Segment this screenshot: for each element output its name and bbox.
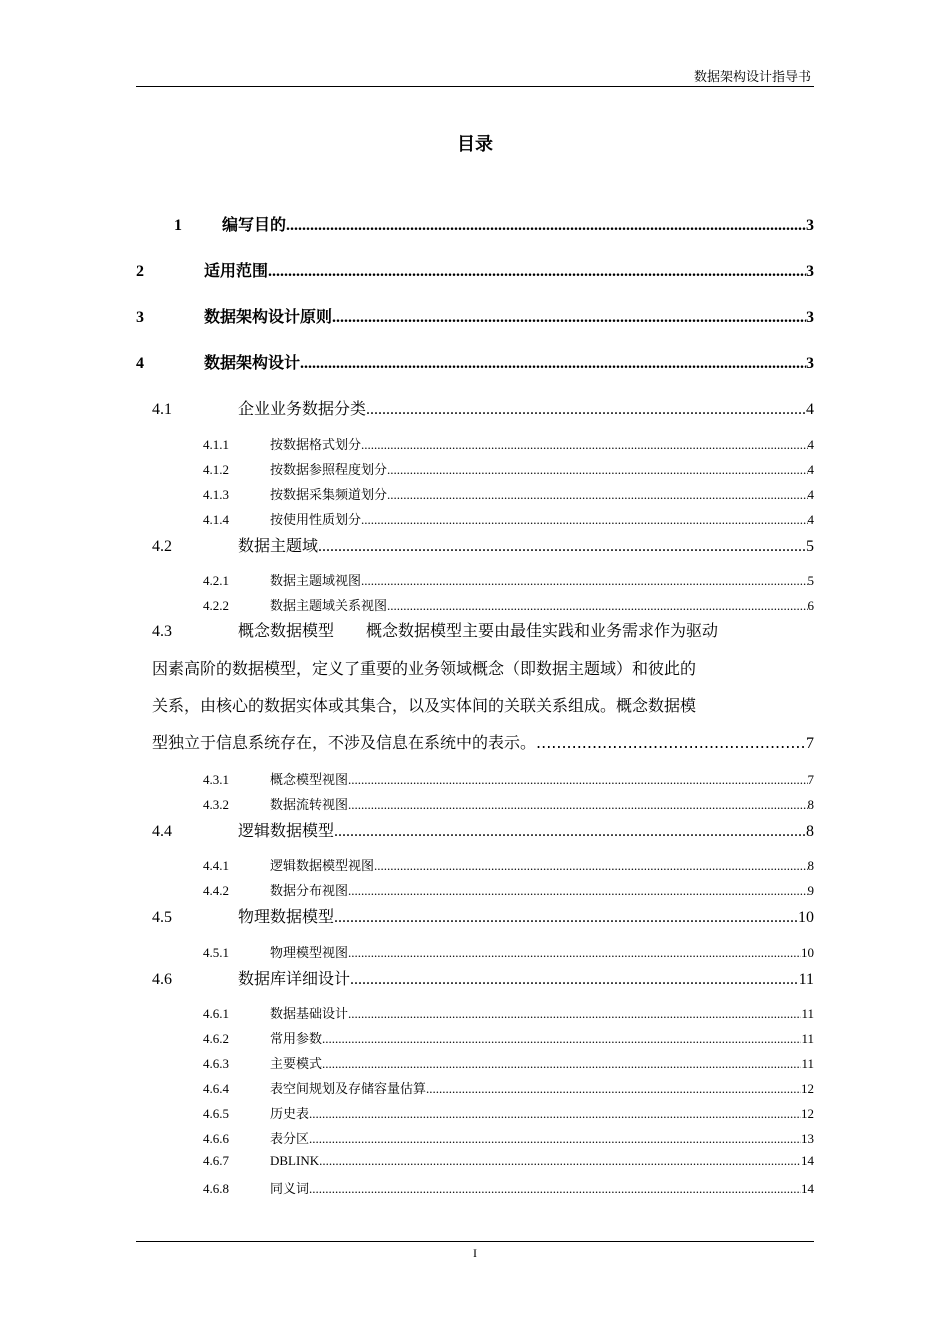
toc-entry-number: 4.1.3: [203, 487, 229, 502]
toc-entry-4-6-5[interactable]: [203, 1103, 814, 1121]
toc-entry-4-2[interactable]: [152, 533, 814, 555]
toc-entry-page: 3: [806, 217, 814, 234]
toc-entry-number: 4: [136, 355, 144, 372]
toc-leader-dots: [350, 971, 799, 989]
toc-entry-label: 数据架构设计原则: [204, 307, 333, 326]
toc-entry-4-6[interactable]: [152, 966, 814, 988]
toc-leader-dots: [322, 1031, 801, 1047]
toc-entry-label: 历史表: [270, 1107, 310, 1122]
toc-entry-label: 概念数据模型 概念数据模型主要由最佳实践和业务需求作为驱动: [238, 621, 719, 640]
toc-leader-dots: [348, 797, 807, 813]
toc-leader-dots: [387, 462, 807, 478]
toc-entry-label: 型独立于信息系统存在，不涉及信息在系统中的表示。: [152, 733, 537, 752]
toc-entry-label: 数据基础设计: [270, 1007, 349, 1022]
toc-entry-page: 4: [807, 462, 814, 477]
toc-entry-number: 4.6.6: [203, 1131, 229, 1146]
toc-entry-4-4[interactable]: [152, 818, 814, 840]
toc-entry-label: 数据主题域: [238, 536, 319, 555]
toc-entry-page: 7: [807, 772, 814, 787]
toc-entry-4-5[interactable]: [152, 904, 814, 926]
toc-entry-number: 4.1.1: [203, 437, 229, 452]
toc-entry-label: 主要模式: [270, 1057, 323, 1072]
toc-entry-page: 3: [806, 355, 814, 372]
toc-entry-label: 数据流转视图: [270, 798, 349, 813]
toc-entry-4-6-7[interactable]: [203, 1153, 814, 1171]
toc-entry-4-6-2[interactable]: [203, 1028, 814, 1046]
toc-entry-number: 4.2: [152, 538, 172, 555]
toc-entry-label: 常用参数: [270, 1032, 323, 1047]
toc-entry-page: 12: [801, 1081, 814, 1096]
toc-entry-number: 1: [174, 217, 182, 234]
toc-entry-label: 企业业务数据分类: [238, 399, 367, 418]
toc-leader-dots: [309, 1181, 801, 1197]
toc-entry-label: 适用范围: [204, 261, 269, 280]
toc-leader-dots: [300, 355, 806, 373]
toc-entry-4-6-1[interactable]: [203, 1003, 814, 1021]
toc-entry-number: 4.4: [152, 823, 172, 840]
toc-entry-number: 4.6.1: [203, 1006, 229, 1021]
toc-leader-dots: [348, 945, 801, 961]
toc-entry-page: 8: [807, 858, 814, 873]
toc-leader-dots: [309, 1106, 801, 1122]
toc-entry-number: 4.6.7: [203, 1153, 229, 1168]
toc-entry-page: 8: [806, 823, 814, 840]
toc-leader-dots: [361, 573, 807, 589]
toc-entry-number: 4.1.2: [203, 462, 229, 477]
toc-entry-4-3-line2: 因素高阶的数据模型，定义了重要的业务领域概念（即数据主题域）和彼此的: [152, 659, 697, 678]
toc-entry-1[interactable]: [136, 212, 814, 234]
toc-entry-4[interactable]: [136, 350, 814, 372]
toc-entry-4-5-1[interactable]: [203, 942, 814, 960]
toc-entry-number: 4.6: [152, 971, 172, 988]
toc-entry-page: 11: [801, 1056, 814, 1071]
toc-leader-dots: [332, 309, 806, 327]
toc-entry-4-1-3[interactable]: [203, 484, 814, 502]
toc-title: 目录: [457, 134, 493, 155]
toc-entry-label: 逻辑数据模型视图: [270, 859, 375, 874]
toc-entry-label: 概念模型视图: [270, 773, 349, 788]
toc-leader-dots: [348, 1006, 801, 1022]
toc-entry-label: 数据主题域视图: [270, 574, 362, 589]
toc-entry-4-3-line1: [152, 612, 814, 650]
toc-entry-number: 4.2.2: [203, 598, 229, 613]
footer-rule: [136, 1241, 814, 1242]
toc-leader-dots: [268, 263, 806, 281]
toc-entry-4-2-1[interactable]: [203, 570, 814, 588]
toc-entry-number: 4.4.2: [203, 883, 229, 898]
toc-entry-2[interactable]: [136, 258, 814, 280]
toc-entry-number: 4.1.4: [203, 512, 229, 527]
toc-entry-number: 4.5.1: [203, 945, 229, 960]
toc-entry-number: 2: [136, 263, 144, 280]
toc-entry-page: 11: [801, 1006, 814, 1021]
toc-entry-page: 11: [798, 971, 814, 988]
toc-entry-page: 5: [807, 573, 814, 588]
toc-entry-number: 3: [136, 309, 144, 326]
toc-entry-4-6-3[interactable]: [203, 1053, 814, 1071]
toc-leader-dots: [334, 909, 798, 927]
toc-entry-label: 数据分布视图: [270, 884, 349, 899]
toc-entry-page: 3: [806, 263, 814, 280]
toc-entry-page: 10: [798, 909, 814, 926]
toc-entry-label: 同义词: [270, 1182, 310, 1197]
header-rule: [136, 86, 814, 87]
toc-entry-label: 物理数据模型: [238, 907, 335, 926]
toc-leader-dots: [361, 437, 807, 453]
toc-entry-4-3-line3: 关系，由核心的数据实体或其集合，以及实体间的关联关系组成。概念数据模: [152, 696, 697, 715]
toc-entry-page: 4: [807, 512, 814, 527]
toc-entry-page: 4: [807, 487, 814, 502]
toc-entry-page: 4: [806, 401, 814, 418]
toc-leader-dots: [361, 512, 807, 528]
toc-leader-dots: [387, 487, 807, 503]
toc-leader-dots: [309, 1131, 801, 1147]
toc-entry-4-2-2[interactable]: [203, 595, 814, 613]
toc-entry-page: 10: [801, 945, 814, 960]
toc-leader-dots: [366, 401, 806, 419]
toc-entry-4-3-line4: [152, 724, 814, 762]
toc-entry-number: 4.1: [152, 401, 172, 418]
toc-entry-label: 数据主题域关系视图: [270, 599, 388, 614]
toc-entry-page: 13: [801, 1131, 814, 1146]
toc-entry-number: 4.6.8: [203, 1181, 229, 1196]
toc-entry-page: 4: [807, 437, 814, 452]
toc-entry-4-4-1[interactable]: [203, 855, 814, 873]
toc-entry-4-1-2[interactable]: [203, 459, 814, 477]
toc-leader-dots: [334, 823, 806, 841]
toc-entry-label: 表分区: [270, 1132, 310, 1147]
toc-entry-label: 按数据参照程度划分: [270, 463, 388, 478]
toc-entry-page: 14: [801, 1181, 814, 1196]
toc-leader-dots: [426, 1081, 801, 1097]
toc-entry-label: 表空间规划及存储容量估算: [270, 1082, 427, 1097]
toc-entry-number: 4.6.5: [203, 1106, 229, 1121]
toc-entry-4-1[interactable]: [152, 396, 814, 418]
toc-leader-dots: [286, 217, 806, 235]
toc-entry-label: 编写目的: [222, 215, 287, 234]
toc-leader-dots: [318, 538, 806, 556]
toc-leader-dots: [319, 1153, 801, 1169]
toc-entry-label: 物理模型视图: [270, 946, 349, 961]
toc-leader-dots: [348, 772, 807, 788]
toc-entry-page: 6: [807, 598, 814, 613]
toc-entry-label: DBLINK: [270, 1153, 320, 1168]
toc-entry-page: 14: [801, 1153, 814, 1168]
toc-entry-4-3-2[interactable]: [203, 794, 814, 812]
toc-leader-dots: [322, 1056, 801, 1072]
toc-entry-label: 按使用性质划分: [270, 513, 362, 528]
toc-entry-4-6-4[interactable]: [203, 1078, 814, 1096]
toc-entry-number: 4.3.1: [203, 772, 229, 787]
toc-entry-number: 4.6.2: [203, 1031, 229, 1046]
toc-entry-4-6-8[interactable]: [203, 1178, 814, 1196]
running-header: 数据架构设计指导书: [693, 70, 811, 85]
toc-entry-page: 3: [806, 309, 814, 326]
toc-entry-4-1-4[interactable]: [203, 509, 814, 527]
toc-entry-page: 12: [801, 1106, 814, 1121]
toc-entry-4-6-6[interactable]: [203, 1128, 814, 1146]
toc-entry-number: 4.3.2: [203, 797, 229, 812]
toc-entry-number: 4.3: [152, 623, 172, 640]
toc-entry-label: 按数据采集频道划分: [270, 488, 388, 503]
toc-entry-3[interactable]: [136, 304, 814, 326]
toc-entry-number: 4.6.3: [203, 1056, 229, 1071]
toc-entry-label: 逻辑数据模型: [238, 821, 335, 840]
toc-entry-label: 数据架构设计: [204, 353, 301, 372]
page-number: I: [473, 1246, 477, 1260]
toc-entry-page: 9: [807, 883, 814, 898]
toc-entry-page: 5: [806, 538, 814, 555]
toc-entry-label: 数据库详细设计: [238, 969, 351, 988]
toc-leader-dots: [536, 724, 806, 761]
toc-entry-label: 按数据格式划分: [270, 438, 362, 453]
toc-entry-4-3-1[interactable]: [203, 769, 814, 787]
toc-entry-number: 4.6.4: [203, 1081, 229, 1096]
toc-entry-4-3[interactable]: [152, 612, 814, 762]
toc-entry-number: 4.5: [152, 909, 172, 926]
toc-entry-4-1-1[interactable]: [203, 434, 814, 452]
toc-entry-page: 7: [806, 735, 814, 752]
toc-entry-number: 4.2.1: [203, 573, 229, 588]
toc-leader-dots: [374, 858, 807, 874]
toc-entry-page: 11: [801, 1031, 814, 1046]
toc-leader-dots: [348, 883, 807, 899]
toc-entry-4-4-2[interactable]: [203, 880, 814, 898]
toc-entry-page: 8: [807, 797, 814, 812]
toc-entry-number: 4.4.1: [203, 858, 229, 873]
